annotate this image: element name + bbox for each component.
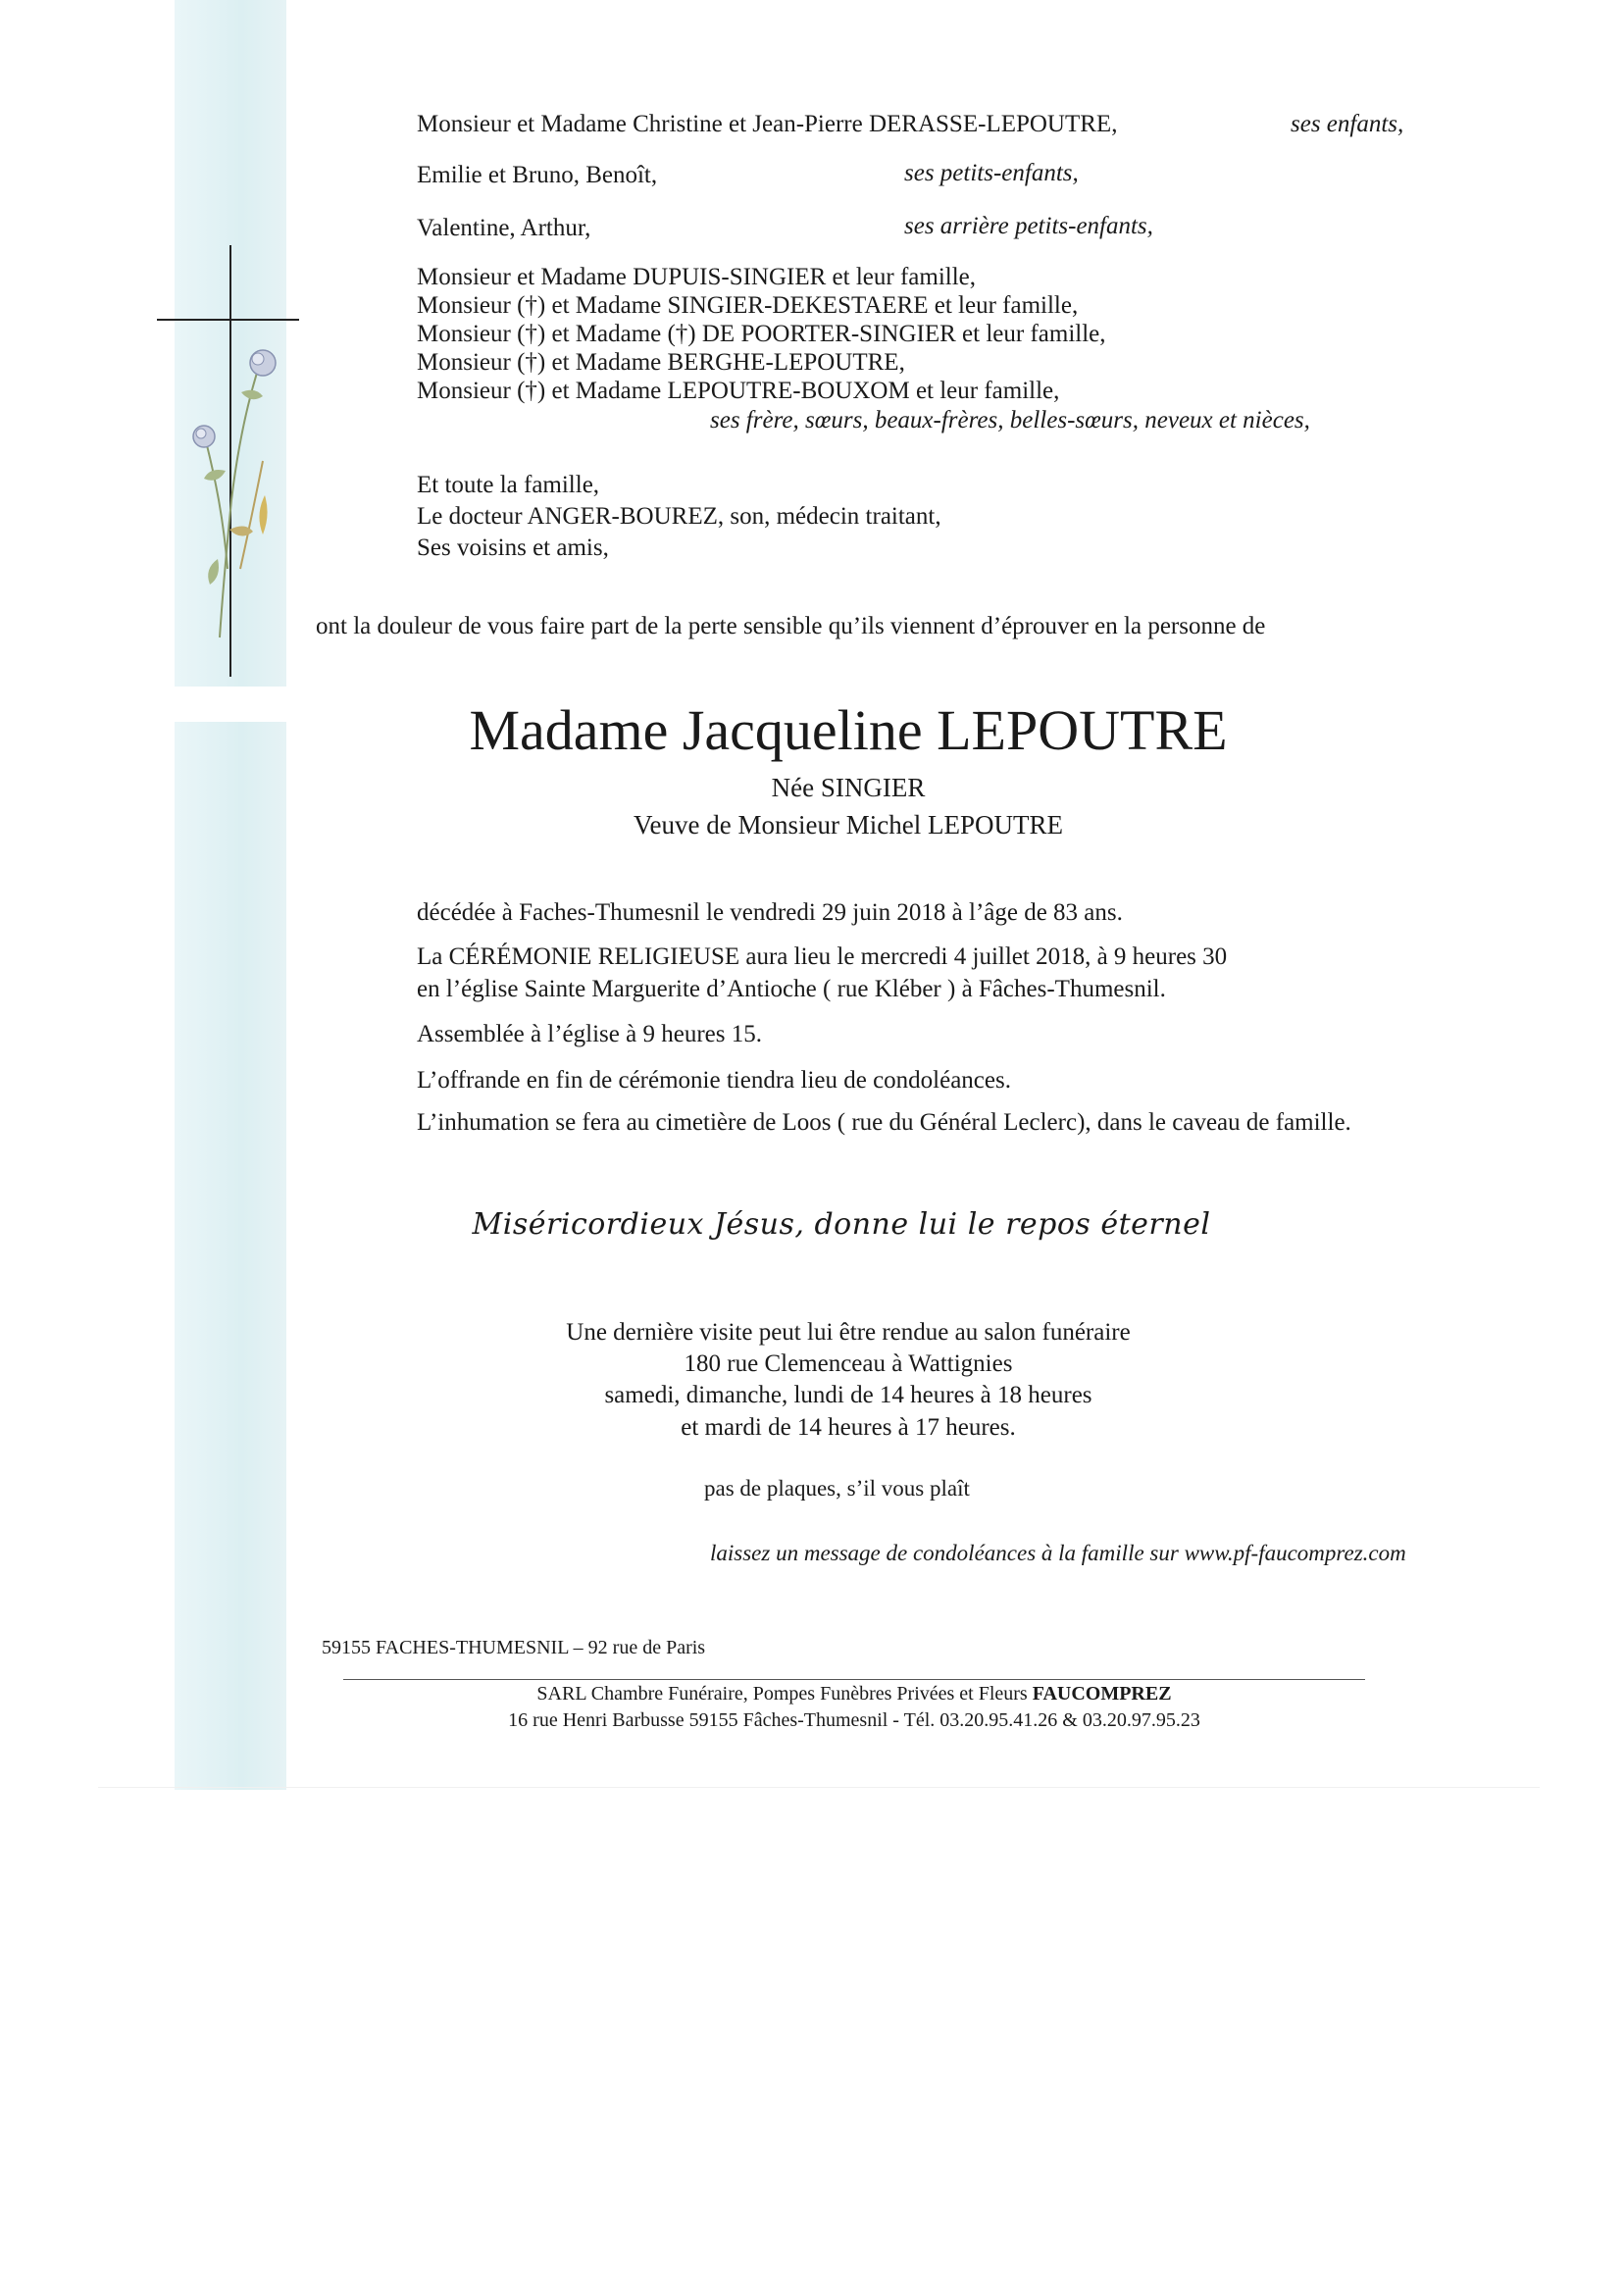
sibling-line: Monsieur (†) et Madame SINGIER-DEKESTAERE et leur famille, [417,292,1079,319]
grandchildren-relation: ses petits-enfants, [904,160,1079,186]
deceased-name: Madame Jacqueline LEPOUTRE [469,698,1228,762]
cross-with-flowers-icon [147,245,314,687]
children-relation: ses enfants, [1291,111,1404,137]
footer-rule [343,1679,1365,1680]
sibling-line: Monsieur (†) et Madame BERGHE-LEPOUTRE, [417,349,905,376]
detail-line: La CÉRÉMONIE RELIGIEUSE aura lieu le mercredi 4 juillet 2018, à 9 heures 30 [417,943,1228,970]
sibling-line: Monsieur (†) et Madame LEPOUTRE-BOUXOM et leur famille, [417,378,1060,404]
visit-line: 180 rue Clemenceau à Wattignies [684,1350,1013,1377]
condolence-message: laissez un message de condoléances à la famille sur www.pf-faucomprez.com [710,1541,1406,1565]
company-line [0,1684,1624,1704]
detail-line: décédée à Faches-Thumesnil le vendredi 29 juin 2018 à l’âge de 83 ans. [417,899,1123,926]
detail-line: L’offrande en fin de cérémonie tiendra lieu de condoléances. [417,1067,1011,1094]
no-plaques: pas de plaques, s’il vous plaît [704,1476,970,1501]
children-names: Monsieur et Madame Christine et Jean-Pierre DERASSE-LEPOUTRE, [417,111,1118,137]
company-prefix: SARL Chambre Funéraire, Pompes Funèbres Privées et Fleurs [536,1683,1033,1705]
visit-line: Une dernière visite peut lui être rendue au salon funéraire [566,1319,1131,1346]
company-name: FAUCOMPREZ [1032,1683,1172,1705]
detail-line: L’inhumation se fera au cimetière de Loos ( rue du Général Leclerc), dans le caveau de famille. [417,1109,1351,1136]
detail-line: Assemblée à l’église à 9 heures 15. [417,1021,762,1047]
sibling-line: Monsieur (†) et Madame (†) DE POORTER-SINGIER et leur famille, [417,321,1106,347]
visit-line: samedi, dimanche, lundi de 14 heures à 18 heures [604,1382,1092,1408]
siblings-relation: ses frère, sœurs, beaux-frères, belles-sœurs, neveux et nièces, [710,407,1310,433]
great-grandchildren-names: Valentine, Arthur, [417,215,591,241]
deceased-nee: Née SINGIER [771,773,926,802]
page-edge [98,1787,1540,1788]
great-grandchildren-relation: ses arrière petits-enfants, [904,213,1153,239]
others-line: Le docteur ANGER-BOUREZ, son, médecin traitant, [417,503,941,530]
deceased-veuve: Veuve de Monsieur Michel LEPOUTRE [634,810,1063,840]
visit-line: et mardi de 14 heures à 17 heures. [681,1414,1016,1441]
others-line: Et toute la famille, [417,472,600,498]
company-contact: 16 rue Henri Barbusse 59155 Fâches-Thumesnil - Tél. 03.20.95.41.26 & 03.20.97.95.23 [508,1709,1200,1731]
others-line: Ses voisins et amis, [417,535,609,561]
prayer: Miséricordieux Jésus, donne lui le repos éternel [472,1207,1211,1242]
address: 59155 FACHES-THUMESNIL – 92 rue de Paris [322,1637,706,1658]
grandchildren-names: Emilie et Bruno, Benoît, [417,162,658,188]
announcement: ont la douleur de vous faire part de la perte sensible qu’ils viennent d’éprouver en la personne de [316,613,1266,639]
detail-line: en l’église Sainte Marguerite d’Antioche ( rue Kléber ) à Fâches-Thumesnil. [417,976,1166,1002]
sibling-line: Monsieur et Madame DUPUIS-SINGIER et leur famille, [417,264,977,290]
